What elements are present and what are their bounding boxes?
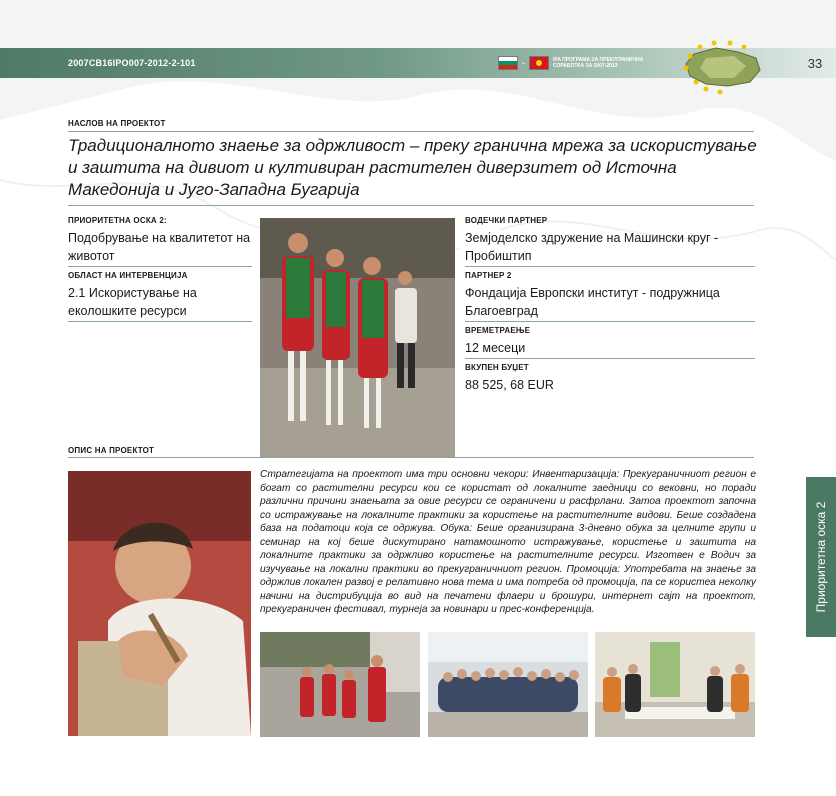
intervention-area-label: ОБЛАСТ НА ИНТЕРВЕНЦИЈА: [68, 271, 188, 280]
intervention-area-rule: [68, 321, 252, 322]
macedonian-flag-icon: [529, 56, 549, 70]
description-label: ОПИС НА ПРОЕКТОТ: [68, 446, 155, 455]
partner2-rule: [465, 321, 755, 322]
title-bottom-rule: [68, 205, 754, 206]
programme-name: IPA ПРОГРАМА ЗА ПРЕКУГРАНИЧНА СОРАБОТКА ЗА 2007-2013: [553, 57, 644, 69]
folk-dancers-photo: [260, 218, 455, 458]
budget-label: ВКУПЕН БУЏЕТ: [465, 363, 529, 372]
lead-partner-value: Земјоделско здружение на Машински круг - Пробиштип: [465, 231, 719, 263]
partner2-value: Фондација Европски институт - подружница Благоевград: [465, 286, 720, 318]
lead-partner-rule: [465, 266, 755, 267]
project-title: Традиционалното знаење за одржливост – преку гранична мрежа за искористување и заштита на дивиот и култивиран растителен диверзитет од Источна Македонија и Југо-Западна Бугарија: [68, 136, 757, 199]
priority-axis-label: ПРИОРИТЕТНА ОСКА 2:: [68, 216, 167, 225]
partner2-label: ПАРТНЕР 2: [465, 271, 512, 280]
boy-woodcarving-photo: [68, 471, 251, 736]
duration-value: 12 месеци: [465, 341, 526, 355]
side-tab-label: Приоритетна оска 2: [814, 501, 828, 613]
project-description: Стратегијата на проектот има три основни чекори: Инвентаризација: Прекуграничниот регион е богат со растителни ресурси кои се користат од локалните заедници со вековни, но поради различни причини знаењата за овие ресурси се ограничени и расфрлани. Затоа проектот започна со истражување на локалните практики за користење на растителните видови. Беше создадена база на податоци која се одржува. Обука: Беше организирана 3-дневно обука за целните групи и семинар на кој беше дискутирано натамошното истражување, користење и заштита на локалните практики за одржливо користење на растителните ресурси. Изготвен е Водич за изучување на локални практики во прекуграничниот регион. Промоција: Употребата на знаење за одржлив локален развој е релативно нова тема и има потреба од промоција, па се користеа неколку начини на дистрибуција во вид на печатени флаери и брошури, интернет сајт на проектот, прекуграничен фестивал, турнеја за новинари и прес-конференција.: [260, 469, 756, 615]
festival-dancers-photo: [260, 632, 420, 737]
priority-axis-value: Подобрување на квалитетот на животот: [68, 231, 251, 263]
programme-logo-icon: [676, 38, 768, 94]
programme-flags: - IPA ПРОГРАМА ЗА ПРЕКУГРАНИЧНА СОРАБОТКА ЗА 2007-2013: [498, 56, 673, 70]
duration-label: ВРЕМЕТРАЕЊЕ: [465, 326, 531, 335]
project-code: 2007CB16IPO007-2012-2-101: [68, 58, 196, 68]
budget-value: 88 525, 68 EUR: [465, 378, 554, 392]
page-number: 33: [807, 56, 823, 71]
group-seminar-photo: [428, 632, 588, 737]
title-rule: [68, 131, 754, 132]
title-label: НАСЛОВ НА ПРОЕКТОТ: [68, 119, 166, 128]
intervention-area-value: 2.1 Искористување на еколошките ресурси: [68, 286, 197, 318]
priority-axis-side-tab: [806, 477, 836, 637]
description-rule: [68, 457, 754, 458]
lead-partner-label: ВОДЕЧКИ ПАРТНЕР: [465, 216, 548, 225]
press-conference-photo: [595, 632, 755, 737]
bulgarian-flag-icon: [498, 56, 518, 70]
priority-axis-rule: [68, 266, 252, 267]
duration-rule: [465, 358, 755, 359]
